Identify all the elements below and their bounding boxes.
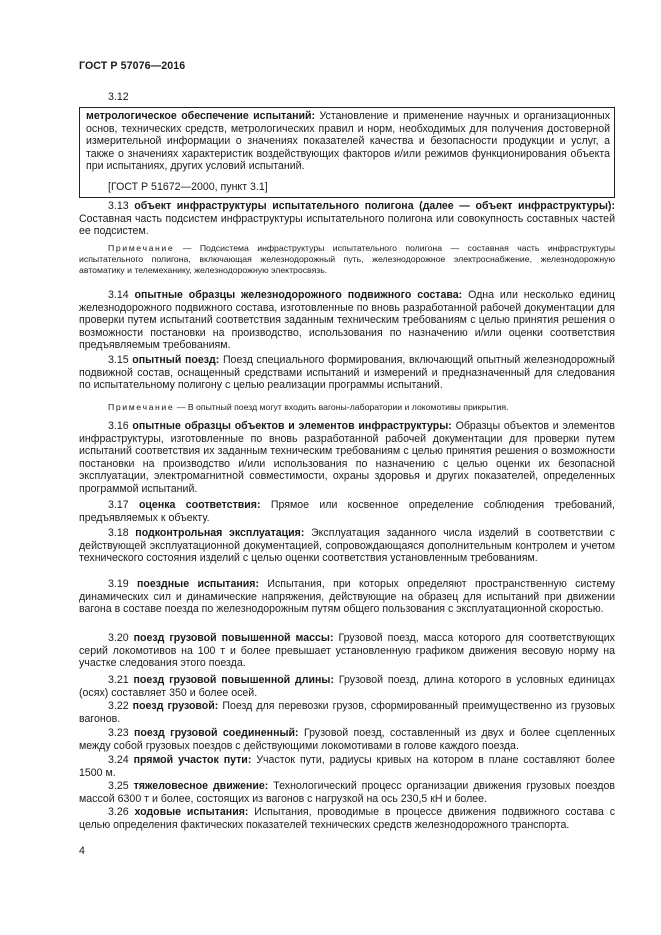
- term-3-26-title: ходовые испытания:: [134, 806, 249, 818]
- term-3-16-definition: Образцы объектов и элементов инфраструктуры, изготовленные по вновь разработанной рабочей документации для проверки путем испытаний соответствия их заданным техническим требованиям с целью принятия решения о возможности постановки на производство и/или использования по назначению с целью оценки их безопасной эксплуатации, электромагнитной совместимости, охраны здоровья и других показателей, определенных программой испытаний.: [79, 420, 615, 495]
- term-3-15-title: опытный поезд:: [132, 354, 220, 366]
- term-3-18-title: подконтрольная эксплуатация:: [135, 527, 305, 539]
- term-3-14: [79, 289, 615, 352]
- term-3-12-source: [ГОСТ Р 51672—2000, пункт 3.1]: [108, 181, 268, 193]
- term-3-24-number: 3.24: [108, 754, 129, 766]
- term-3-16-number: 3.16: [108, 420, 129, 432]
- term-3-12-definition: Установление и применение научных и организационных основ, технических средств, метрологических правил и норм, необходимых для получения достоверной измерительной информации о значениях показателей качества и безопасности продукции и услуг, а также о значениях характеристик воздействующих факторов и/или режимов функционирования объекта при испытаниях, других условий испытаний.: [86, 110, 610, 173]
- term-3-22-title: поезд грузовой:: [132, 700, 219, 712]
- term-3-17-definition: Прямое или косвенное определение соблюдения требований, предъявляемых к объекту.: [79, 499, 615, 524]
- term-3-24-title: прямой участок пути:: [133, 754, 252, 766]
- term-3-20-number: 3.20: [108, 632, 129, 644]
- note-1-label: Примечание: [108, 243, 175, 253]
- term-3-13-title: объект инфраструктуры испытательного полигона (далее — объект инфраструктуры):: [134, 200, 615, 212]
- term-3-23-title: поезд грузовой соединенный:: [134, 727, 299, 739]
- term-3-26: [79, 806, 615, 831]
- term-3-18-number: 3.18: [108, 527, 129, 539]
- term-3-19-number: 3.19: [108, 578, 129, 590]
- term-3-21-title: поезд грузовой повышенной длины:: [133, 674, 334, 686]
- term-3-22: [79, 700, 615, 725]
- note-2-text: — В опытный поезд могут входить вагоны-лаборатории и локомотивы прикрытия.: [176, 402, 509, 412]
- term-3-20-definition: Грузовой поезд, масса которого для соответствующих серий локомотивов на 100 т и более превышает установленную графиком движения весовую норму на участке следования этого поезда.: [79, 632, 615, 670]
- term-3-13-number: 3.13: [108, 200, 129, 212]
- term-3-22-number: 3.22: [108, 700, 129, 712]
- term-3-22-definition: Поезд для перевозки грузов, сформированный преимущественно из грузовых вагонов.: [79, 700, 615, 725]
- term-number-3-12: 3.12: [108, 91, 129, 103]
- term-3-12-title: метрологическое обеспечение испытаний:: [86, 110, 316, 122]
- term-3-24-definition: Участок пути, радиусы кривых на котором в плане составляют более 1500 м.: [79, 754, 616, 779]
- term-3-14-number: 3.14: [108, 289, 129, 301]
- term-3-17: [79, 499, 615, 524]
- term-3-17-number: 3.17: [108, 499, 129, 511]
- term-3-15-definition: Поезд специального формирования, включающий опытный железнодорожный подвижной состав, оснащенный средствами испытаний и измерений и предназначенный для следования по испытательному полигону с целью реализации программы испытаний.: [79, 354, 615, 392]
- note-2-label: Примечание: [108, 402, 175, 412]
- page-number: 4: [79, 845, 85, 857]
- term-3-12: [86, 110, 610, 173]
- term-3-23: [79, 727, 615, 752]
- term-3-15: [79, 354, 615, 392]
- term-3-16-title: опытные образцы объектов и элементов инфраструктуры:: [132, 420, 452, 432]
- term-3-13: [79, 200, 615, 238]
- term-3-25: [79, 780, 615, 805]
- term-3-23-definition: Грузовой поезд, составленный из двух и более сцепленных между собой грузовых поездов с действующими локомотивами в голове каждого поезда.: [79, 727, 615, 752]
- term-3-26-definition: Испытания, проводимые в процессе движения подвижного состава с целью определения фактических показателей технических средств железнодорожного транспорта.: [79, 806, 615, 831]
- term-3-18: [79, 527, 615, 565]
- term-3-23-number: 3.23: [108, 727, 129, 739]
- term-3-25-number: 3.25: [108, 780, 129, 792]
- term-3-26-number: 3.26: [108, 806, 129, 818]
- term-3-21-number: 3.21: [108, 674, 129, 686]
- document-header: ГОСТ Р 57076—2016: [79, 60, 186, 72]
- term-3-15-number: 3.15: [108, 354, 129, 366]
- term-3-18-definition: Эксплуатация заданного числа изделий в соответствии с действующей эксплуатационной документацией, сопровождающаяся дополнительным контролем и учетом технического состояния изделий с целью оценки соответствия установленным требованиям.: [79, 527, 615, 565]
- note-2: [79, 402, 615, 413]
- term-3-19-definition: Испытания, при которых определяют пространственную систему динамических сил и динамические напряжения, действующие на образец для испытаний при движении вагона в составе поезда по железнодорожным путям общего пользования с эксплуатационной скоростью.: [79, 578, 615, 616]
- term-3-20: [79, 632, 615, 670]
- term-3-13-definition: Составная часть подсистем инфраструктуры испытательного полигона или совокупность составных частей ее подсистем.: [79, 212, 615, 238]
- note-1-text: — Подсистема инфраструктуры испытательного полигона — составная часть инфраструктуры испытательного полигона, включающая железнодорожный путь, железнодорожное электроснабжение, железнодорожную автоматику и телемеханику, железнодорожную электросвязь.: [79, 243, 616, 275]
- term-3-24: [79, 754, 615, 779]
- term-3-16: [79, 420, 615, 496]
- term-3-19: [79, 578, 615, 616]
- note-1: [79, 243, 615, 276]
- term-3-21-definition: Грузовой поезд, длина которого в условных единицах (осях) составляет 350 и более осей.: [79, 674, 616, 699]
- term-3-20-title: поезд грузовой повышенной массы:: [133, 632, 334, 644]
- term-3-25-title: тяжеловесное движение:: [133, 780, 269, 792]
- term-3-21: [79, 674, 615, 699]
- term-3-17-title: оценка соответствия:: [138, 499, 261, 511]
- term-3-14-title: опытные образцы железнодорожного подвижного состава:: [134, 289, 463, 301]
- term-3-19-title: поездные испытания:: [137, 578, 260, 590]
- term-3-14-definition: Одна или несколько единиц железнодорожного подвижного состава, изготовленные по вновь разработанной рабочей документации для проверки путем испытаний соответствия заданным техническим требованиям с целью принятия решения о возможности постановки на производство, использования по назначению и/или оценки соответствия предъявляемым требованиям.: [79, 289, 615, 352]
- term-3-25-definition: Технологический процесс организации движения грузовых поездов массой 6300 т и более, состоящих из вагонов с нагрузкой на ось 230,5 кН и более.: [79, 780, 615, 805]
